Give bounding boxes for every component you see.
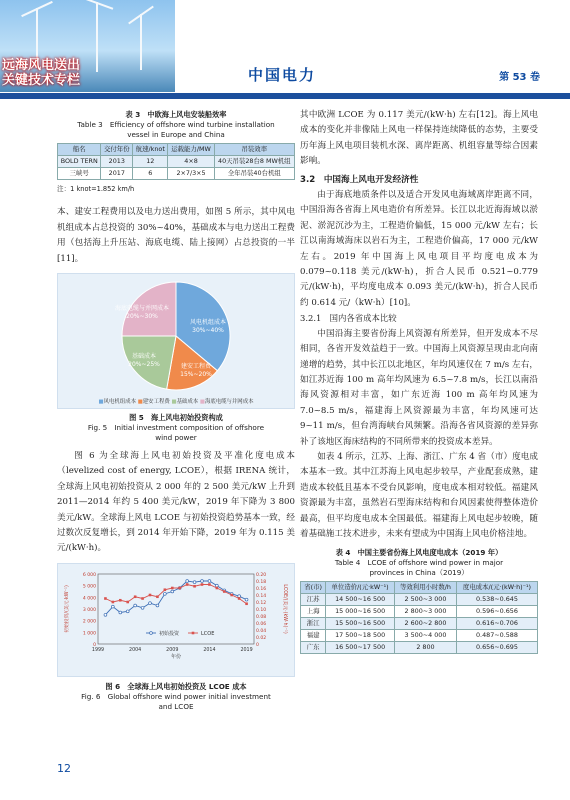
y-tick-label: 1 000 <box>82 631 96 637</box>
y-tick-label: 3 000 <box>82 607 96 613</box>
data-point <box>178 587 181 590</box>
right-paragraph-3: 如表 4 所示，江苏、上海、浙江、广东 4 省（市）度电成本基本一致。其中江苏海上风电起步较早，产业配套成熟，建造成本较低且基本不受台风影响，度电成本相对较低。福建风资源最为丰富，虽然岩石型海床结构和台风因素使得整体造价最高，但平均度电成本全国最低。福建海上风电起步较晚，随着基础施工技术进步，未来有望成为中国海上风电价格洼地。 <box>300 451 538 539</box>
data-point <box>216 587 219 590</box>
right-paragraph-0: 其中欧洲 LCOE 为 0.117 美元/(kW·h) 左右[12]。海上风电成本的变化并非像陆上风电一样保持连续降低的态势，主要受历年海上风电项目装机水深、离岸距离、机组容量等综合因素影响。 <box>300 110 538 167</box>
y2-tick-label: 0.10 <box>256 607 267 613</box>
data-point <box>193 585 196 588</box>
right-paragraph-2: 中国沿海主要省份海上风资源有所差异，但开发成本不尽相同，各省开发效益趋于一致。中国海上风资源呈现由北向南递增的趋势，其中长江以北地区，年均风速仅在 7 m/s 左右，如江苏近海 100 m 高年均风速为 6.5~7.8 m/s，长江以南沿海风资源相对丰富，如广东近海 100 m 高年均风速为 7.0~8.5 m/s，福建海上风资源最为丰富，年均风速可达 9~11 m/s，但台湾海峡台风频繁。沿海各省风资源的差异弥补了该地区海床结构的不同所带来的投资成本差异。 <box>300 328 538 447</box>
x-axis-label: 年份 <box>170 653 182 660</box>
table-cell: 2017 <box>101 168 133 180</box>
table3-header: 航速/knot <box>133 144 168 156</box>
column-tag-line2: 关键技术专栏 <box>2 73 81 88</box>
y-axis-label: 初始投资/(美元·kW⁻¹) <box>65 585 70 633</box>
table4-header: 度电成本/(元·(kW·h)⁻¹) <box>456 582 537 594</box>
data-point <box>119 611 122 614</box>
table-cell: 2 600~2 800 <box>394 618 456 630</box>
table3-header: 运载能力/MW <box>168 144 214 156</box>
data-point <box>238 595 241 598</box>
legend-item: 建安工程费 <box>142 399 170 406</box>
data-point <box>126 610 129 613</box>
table-cell: BOLD TERN <box>58 156 101 168</box>
pie-slice-value: 20%~30% <box>126 313 158 321</box>
table3 <box>57 143 295 180</box>
volume-label: 第 53 卷 <box>499 72 540 83</box>
table-cell: 12 <box>133 156 168 168</box>
legend-item: 风电机组成本 <box>103 399 136 406</box>
fig5-caption-en1: Fig. 5 Initial investment composition of offshore <box>87 423 265 433</box>
table-cell: 2013 <box>101 156 133 168</box>
table-cell: 福建 <box>301 630 326 642</box>
table-cell: 2 800~3 000 <box>394 606 456 618</box>
pie-slice-label: 风电机组成本 <box>189 319 227 327</box>
table-cell: 0.616~0.706 <box>456 618 537 630</box>
header-band <box>0 93 570 99</box>
y2-tick-label: 0.04 <box>256 628 267 634</box>
y-tick-label: 5 000 <box>82 584 96 590</box>
table-cell: 3 500~4 000 <box>394 630 456 642</box>
table3-title-en1: Table 3 Efficiency of offshore wind turbine installation <box>77 120 275 129</box>
table3-header: 吊装效率 <box>214 144 294 156</box>
y-tick-label: 6 000 <box>82 572 96 578</box>
left-column <box>57 110 295 712</box>
section-heading: 3.2 中国海上风电开发经济性 <box>300 174 419 185</box>
table-row <box>58 156 295 168</box>
fig6-container <box>57 563 295 677</box>
page-number: 12 <box>57 762 71 775</box>
table-cell: 江苏 <box>301 594 326 606</box>
data-point <box>230 594 233 597</box>
y2-tick-label: 0.12 <box>256 600 267 606</box>
x-tick-label: 2014 <box>203 647 216 653</box>
data-point <box>156 595 159 598</box>
table-cell: 4×8 <box>168 156 214 168</box>
legend-swatch <box>150 631 153 634</box>
x-tick-label: 2009 <box>166 647 179 653</box>
data-point <box>186 583 189 586</box>
table-cell: 6 <box>133 168 168 180</box>
pie-slice-label: 建安工程费 <box>180 363 212 371</box>
data-point <box>193 581 196 584</box>
y2-tick-label: 0.16 <box>256 586 267 592</box>
right-paragraph-1: 由于海底地质条件以及适合开发风电海域离岸距离不同，中国沿海各省海上风电造价有所差异。长江以北近海海域以淤泥、淤泥沉沙为主，工程造价偏低，15 000 元/kW 左右；长江以南海域海床以岩石为主，工程造价偏高，17 000 元/kW 左右。2019 年中国海上风电项目平均度电成本为 0.079~0.118 美元/(kW·h)，折合人民币 0.521~0.779 元/(kW·h)，平均度电成本 0.093 美元/(kW·h)，折合人民币约 0.614 元/（kW·h）[10]。 <box>300 190 538 308</box>
pie-slice-label: 海底电缆与并网成本 <box>114 305 170 313</box>
table-cell: 三峡号 <box>58 168 101 180</box>
table4-body <box>301 594 538 654</box>
table-cell: 浙江 <box>301 618 326 630</box>
table-cell: 14 500~16 500 <box>326 594 395 606</box>
fig5-caption-en2: wind power <box>155 433 197 443</box>
table-cell: 0.656~0.695 <box>456 642 537 654</box>
right-column <box>300 108 538 654</box>
data-point <box>149 594 152 597</box>
data-point <box>112 601 115 604</box>
data-point <box>156 604 159 607</box>
fig6-line-chart <box>58 564 294 676</box>
data-point <box>186 579 189 582</box>
data-point <box>245 602 248 605</box>
legend-item: 基础成本 <box>176 399 199 406</box>
pie-slice-value: 20%~25% <box>128 361 160 369</box>
y-tick-label: 2 000 <box>82 619 96 625</box>
table-row <box>301 642 538 654</box>
table4 <box>300 581 538 654</box>
table4-header: 等效利用小时数/h <box>394 582 456 594</box>
y2-tick-label: 0.06 <box>256 621 267 627</box>
y2-tick-label: 0 <box>256 642 259 648</box>
y2-axis-label: LCOE/(美元·(kW·h)⁻¹) <box>282 584 287 634</box>
journal-title: 中国电力 <box>248 66 317 84</box>
table4-title-en2: provinces in China（2019） <box>369 568 469 578</box>
table-cell: 2 500~3 000 <box>394 594 456 606</box>
fig6-caption-cn: 图 6 全球海上风电初始投资及 LCOE 成本 <box>105 681 247 691</box>
data-point <box>171 590 174 593</box>
left-paragraph-2: 图 6 为全球海上风电初始投资及平准化度电成本（levelized cost of energy, LCOE），根据 IRENA 统计，全球海上风电初始投资从 2 000 年的 2 500 美元/kW 上升到 2011—2014 年约 5 400 美元/kW，2019 年下降为 3 800 美元/kW。全球海上风电 LCOE 与初始投资趋势基本一致，经过数次反复增长，到 2014 年开始下降，2019 年为 0.115 美元/(kW·h)。 <box>57 451 295 554</box>
table3-header: 船名 <box>58 144 101 156</box>
legend-label: LCOE <box>201 630 215 637</box>
legend-label: 初始投资 <box>159 630 180 637</box>
table-cell: 2×7/3×5 <box>168 168 214 180</box>
table-row <box>301 618 538 630</box>
data-point <box>126 601 129 604</box>
y-tick-label: 0 <box>93 642 96 648</box>
table-row <box>58 168 295 180</box>
pie-slice-value: 15%~20% <box>180 371 212 379</box>
pie-slice-label: 基础成本 <box>131 353 157 361</box>
legend-item: 海底电缆与并网成本 <box>204 399 254 406</box>
table4-title-en1: Table 4 LCOE of offshore wind power in major <box>334 558 504 568</box>
x-tick-label: 1999 <box>91 647 105 653</box>
table-cell: 15 000~16 500 <box>326 606 395 618</box>
data-point <box>238 597 241 600</box>
data-point <box>104 613 107 616</box>
table-cell: 0.487~0.588 <box>456 630 537 642</box>
fig6-caption-en2: and LCOE <box>158 701 194 711</box>
data-point <box>104 597 107 600</box>
y2-tick-label: 0.20 <box>256 572 267 578</box>
left-paragraph-1: 本、建安工程费用以及电力送出费用，如图 5 所示，其中风电机组成本占总投资的 30%~40%，基础成本与电力送出工程费用（包括海上升压站、海底电缆、陆上接网）占总投资的一半[11]。 <box>57 207 295 264</box>
x-tick-label: 2019 <box>240 647 253 653</box>
table3-note: 注：1 knot=1.852 km/h <box>57 185 135 193</box>
table4-title-cn: 表 4 中国主要省份海上风电度电成本（2019 年） <box>335 548 503 558</box>
table-cell: 全年吊装40台机组 <box>214 168 294 180</box>
table-cell: 15 500~16 500 <box>326 618 395 630</box>
data-point <box>134 595 137 598</box>
data-point <box>111 605 114 608</box>
table-row <box>301 594 538 606</box>
header-banner-image <box>0 0 175 92</box>
y-tick-label: 4 000 <box>82 596 96 602</box>
table4-header: 省(市) <box>301 582 326 594</box>
data-point <box>141 606 144 609</box>
table-cell: 0.538~0.645 <box>456 594 537 606</box>
x-tick-label: 2004 <box>129 647 142 653</box>
data-point <box>215 584 218 587</box>
data-point <box>208 583 211 586</box>
fig5-pie-chart <box>58 276 294 394</box>
fig5-caption-cn: 图 5 海上风电初始投资构成 <box>129 413 223 423</box>
fig6-caption-en1: Fig. 6 Global offshore wind power initial investment <box>81 691 271 701</box>
column-tag-line1: 远海风电送出 <box>2 58 81 73</box>
data-point <box>223 590 226 593</box>
data-point <box>119 599 122 602</box>
data-point <box>134 604 137 607</box>
table-cell: 广东 <box>301 642 326 654</box>
table4-header: 单位造价/(元·kW⁻¹) <box>326 582 395 594</box>
subsection-heading: 3.2.1 国内各省成本比较 <box>300 313 397 324</box>
table-cell: 16 500~17 500 <box>326 642 395 654</box>
table3-header: 交付年份 <box>101 144 133 156</box>
data-point <box>201 583 204 586</box>
column-tag <box>2 58 92 88</box>
data-point <box>164 588 167 591</box>
y2-tick-label: 0.14 <box>256 593 267 599</box>
fig5-container <box>57 273 295 409</box>
legend-swatch <box>192 632 195 635</box>
data-point <box>163 592 166 595</box>
table-cell: 40天吊装28台8 MW机组 <box>214 156 294 168</box>
table-row <box>301 606 538 618</box>
data-point <box>171 587 174 590</box>
table3-title-en2: vessel in Europe and China <box>127 130 225 139</box>
data-point <box>245 598 248 601</box>
data-point <box>141 597 144 600</box>
table-row <box>301 630 538 642</box>
data-point <box>149 602 152 605</box>
series-line <box>105 581 246 615</box>
table-cell: 0.596~0.656 <box>456 606 537 618</box>
table3-title-cn: 表 3 中欧海上风电安装船效率 <box>125 110 227 119</box>
fig5-legend: ■风电机组成本 ■建安工程费 ■基础成本 ■海底电缆与并网成本 <box>98 399 254 406</box>
table-cell: 2 800 <box>394 642 456 654</box>
y2-tick-label: 0.02 <box>256 635 267 641</box>
pie-slice-value: 30%~40% <box>192 327 224 335</box>
data-point <box>201 579 204 582</box>
table-cell: 上海 <box>301 606 326 618</box>
table-cell: 17 500~18 500 <box>326 630 395 642</box>
y2-tick-label: 0.18 <box>256 579 267 585</box>
data-point <box>208 579 211 582</box>
y2-tick-label: 0.08 <box>256 614 267 620</box>
